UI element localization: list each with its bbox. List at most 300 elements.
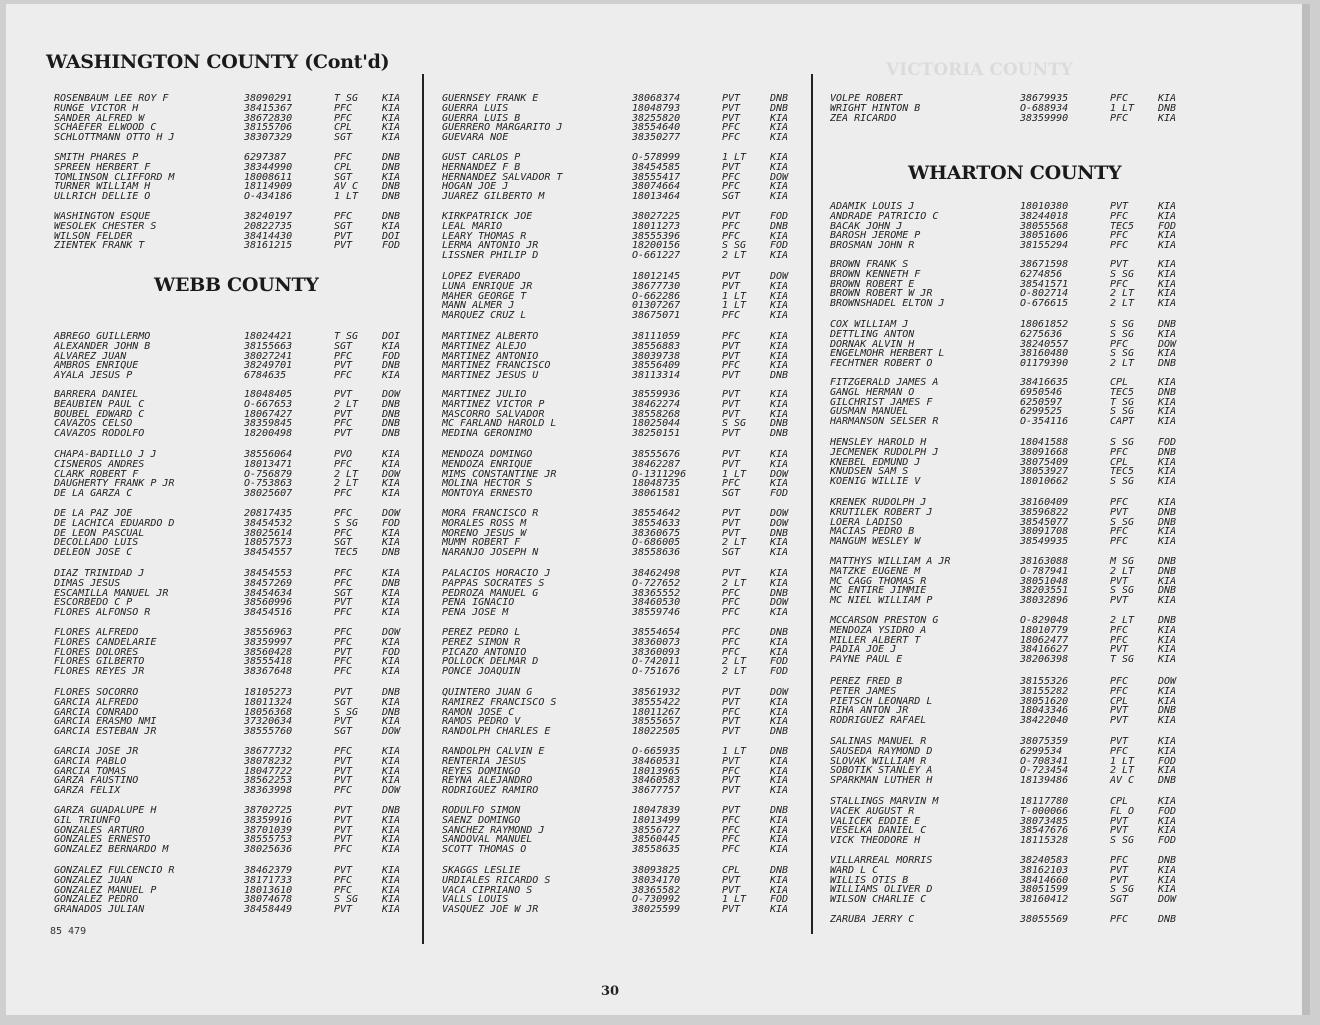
status-code: KIA	[770, 112, 789, 124]
status-code: KIA	[1158, 624, 1177, 636]
casualty-name: POLLOCK DELMAR D	[442, 656, 539, 668]
casualty-name: PADIA JOE J	[830, 644, 897, 656]
casualty-name: GANGL HERMAN O	[830, 386, 915, 398]
casualty-name: JUAREZ GILBERTO M	[442, 191, 545, 203]
status-code: KIA	[382, 656, 401, 668]
status-code: KIA	[770, 280, 789, 292]
casualty-name: GUST CARLOS P	[442, 152, 521, 163]
casualty-name: BROSMAN JOHN R	[830, 240, 915, 252]
serial-number: 38462274	[632, 398, 681, 410]
rank: PFC	[334, 874, 353, 886]
status-code: DNB	[382, 687, 401, 698]
casualty-name: GONZALES ERNESTO	[54, 834, 151, 846]
serial-number: 38555676	[632, 449, 681, 460]
status-code: KIA	[770, 765, 789, 777]
serial-number: T-000066	[1020, 805, 1069, 817]
casualty-name: SANDER ALFRED W	[54, 112, 145, 124]
rank: 1 LT	[722, 894, 747, 906]
serial-number: 38360093	[632, 646, 681, 658]
status-code: KIA	[382, 824, 401, 836]
rank: PFC	[1110, 112, 1129, 124]
rank: PFC	[334, 844, 353, 856]
rank: PFC	[334, 656, 353, 668]
serial-number: 38161215	[244, 240, 293, 252]
casualty-name: HOGAN JOE J	[442, 181, 509, 193]
status-code: KIA	[770, 300, 789, 312]
casualty-name: DECOLLADO LUIS	[54, 537, 139, 549]
serial-number: 38250151	[632, 428, 681, 440]
rank: PVT	[722, 904, 741, 916]
serial-number: 6297387	[244, 152, 287, 163]
casualty-name: PEREZ SIMON R	[442, 636, 521, 648]
status-code: DNB	[382, 161, 401, 173]
status-code: KIA	[770, 230, 789, 242]
serial-number: 6950546	[1020, 386, 1063, 398]
casualty-name: PALACIOS HORACIO J	[442, 568, 551, 579]
rank: SGT	[334, 587, 353, 599]
casualty-name: KNUDSEN SAM S	[830, 466, 909, 478]
rank: PVT	[722, 696, 741, 708]
rank: PVT	[722, 884, 741, 896]
casualty-name: ROSENBAUM LEE ROY F	[54, 93, 169, 104]
status-code: KIA	[1158, 298, 1177, 310]
casualty-name: GRANADOS JULIAN	[54, 904, 145, 916]
rank: SGT	[722, 547, 741, 559]
serial-number: 38360073	[632, 636, 681, 648]
status-code: KIA	[1158, 230, 1177, 242]
serial-number: 38414660	[1020, 874, 1069, 886]
rank: PFC	[1110, 210, 1129, 222]
status-code: DNB	[1158, 556, 1177, 567]
status-code: FOD	[382, 646, 401, 658]
status-code: FOD	[382, 240, 401, 252]
status-code: DOW	[770, 687, 789, 698]
rank: 2 LT	[334, 468, 359, 480]
serial-number: 18062477	[1020, 634, 1069, 646]
rank: PVT	[1110, 595, 1129, 607]
serial-number: 38051599	[1020, 884, 1069, 896]
status-code: KIA	[1158, 466, 1177, 478]
rank: PFC	[722, 310, 741, 322]
casualty-name: MATTHYS WILLIAM A JR	[830, 556, 951, 567]
status-code: KIA	[770, 152, 789, 163]
rank: PFC	[334, 568, 353, 579]
casualty-name: VILLARREAL MORRIS	[830, 855, 933, 866]
rank: 2 LT	[1110, 765, 1135, 777]
status-code: DOW	[382, 508, 401, 519]
rank: S SG	[1110, 884, 1135, 896]
rank: PFC	[722, 220, 741, 232]
status-code: KIA	[382, 884, 401, 896]
serial-number: O-742011	[632, 656, 681, 668]
serial-number: 38454557	[244, 547, 293, 559]
casualty-name: VESELKA DANIEL C	[830, 825, 927, 837]
status-code: KIA	[382, 587, 401, 599]
status-code: DNB	[1158, 705, 1177, 717]
serial-number: 38460583	[632, 775, 681, 787]
serial-number: 6275636	[1020, 328, 1063, 340]
rank: PFC	[1110, 93, 1129, 104]
serial-number: 38359916	[244, 814, 293, 826]
casualty-name: WRIGHT HINTON B	[830, 102, 921, 114]
status-code: KIA	[382, 904, 401, 916]
rank: PFC	[722, 331, 741, 342]
status-code: DNB	[382, 408, 401, 420]
casualty-name: MARTINEZ ALBERTO	[442, 331, 539, 342]
serial-number: 38415367	[244, 102, 293, 114]
rank: PVT	[334, 646, 353, 658]
rank: PVT	[334, 865, 353, 876]
casualty-name: ADAMIK LOUIS J	[830, 201, 915, 212]
status-code: FOD	[1158, 805, 1177, 817]
serial-number: 18041588	[1020, 437, 1069, 448]
rank: PFC	[334, 666, 353, 678]
rank: S SG	[334, 706, 359, 718]
serial-number: 18008611	[244, 171, 293, 183]
casualty-name: MC ENTIRE JIMMIE	[830, 585, 927, 597]
rank: PVT	[334, 240, 353, 252]
casualty-name: MARTINEZ ALEJO	[442, 340, 527, 352]
casualty-name: RANDOLPH CHARLES E	[442, 726, 551, 738]
casualty-name: FLORES SOCORRO	[54, 687, 139, 698]
serial-number: 38547676	[1020, 825, 1069, 837]
page-number: 30	[601, 984, 620, 999]
serial-number: 38359845	[244, 418, 293, 430]
rank: 2 LT	[722, 656, 747, 668]
rank: PVT	[1110, 644, 1129, 656]
rank: S SG	[1110, 348, 1135, 360]
status-code: KIA	[770, 449, 789, 460]
rank: SGT	[334, 340, 353, 352]
status-code: DNB	[1158, 446, 1177, 458]
casualty-name: SPARKMAN LUTHER H	[830, 775, 933, 787]
serial-number: 38051620	[1020, 695, 1069, 707]
casualty-name: GUEVARA NOE	[442, 132, 509, 144]
serial-number: 38074664	[632, 181, 681, 193]
status-code: DNB	[770, 102, 789, 114]
casualty-name: ENGELMOHR HERBERT L	[830, 348, 945, 360]
casualty-name: RODRIGUEZ RAMIRO	[442, 785, 539, 797]
casualty-name: GARCIA ESTEBAN JR	[54, 726, 157, 738]
serial-number: 38558268	[632, 408, 681, 420]
rank: PVT	[722, 112, 741, 124]
rank: PFC	[722, 824, 741, 836]
rank: PVT	[334, 834, 353, 846]
rank: PVT	[722, 874, 741, 886]
rank: PVT	[722, 716, 741, 728]
rank: 1 LT	[722, 290, 747, 302]
status-code: DOW	[770, 597, 789, 609]
casualty-name: REYES DOMINGO	[442, 765, 521, 777]
serial-number: 18011324	[244, 696, 293, 708]
rank: PVO	[334, 449, 353, 460]
rank: 1 LT	[1110, 755, 1135, 767]
rank: PVT	[722, 428, 741, 440]
serial-number: 38556064	[244, 449, 293, 460]
rank: TEC5	[1110, 466, 1135, 478]
rank: PFC	[1110, 497, 1129, 508]
casualty-name: MORALES ROSS M	[442, 517, 527, 529]
serial-number: 38561932	[632, 687, 681, 698]
casualty-name: GONZALEZ BERNARDO M	[54, 844, 169, 856]
casualty-name: MARTINEZ JESUS U	[442, 370, 539, 382]
rank: PVT	[722, 568, 741, 579]
serial-number: 38039738	[632, 350, 681, 362]
casualty-name: URDIALES RICARDO S	[442, 874, 551, 886]
status-code: DNB	[770, 746, 789, 757]
casualty-name: RAMIREZ FRANCISCO S	[442, 696, 557, 708]
casualty-name: CISNEROS ANDRES	[54, 458, 145, 470]
serial-number: 38359997	[244, 636, 293, 648]
rank: AV C	[1110, 775, 1135, 787]
rank: CPL	[334, 161, 353, 173]
serial-number: 38113314	[632, 370, 681, 382]
status-code: DOW	[382, 468, 401, 480]
serial-number: 18013471	[244, 458, 293, 470]
casualty-name: DE LA PAZ JOE	[54, 508, 133, 519]
status-code: KIA	[770, 696, 789, 708]
serial-number: 38240197	[244, 211, 293, 222]
column-divider	[422, 74, 424, 944]
casualty-name: LEAL MARIO	[442, 220, 503, 232]
casualty-name: RANDOLPH CALVIN E	[442, 746, 545, 757]
serial-number: 18043346	[1020, 705, 1069, 717]
casualty-name: ALVAREZ JUAN	[54, 350, 127, 362]
rank: PVT	[334, 755, 353, 767]
casualty-name: ZARUBA JERRY C	[830, 914, 915, 925]
casualty-name: BARRERA DANIEL	[54, 389, 139, 400]
status-code: KIA	[1158, 526, 1177, 538]
casualty-name: HENSLEY HAROLD H	[830, 437, 927, 448]
casualty-name: MONTOYA ERNESTO	[442, 488, 533, 500]
status-code: KIA	[1158, 93, 1177, 104]
rank: PVT	[722, 102, 741, 114]
casualty-name: SOBOTIK STANLEY A	[830, 765, 933, 777]
rank: PFC	[722, 627, 741, 638]
serial-number: O-1311296	[632, 468, 687, 480]
status-code: DNB	[770, 587, 789, 599]
casualty-name: RODRIGUEZ RAFAEL	[830, 715, 927, 727]
rank: PFC	[334, 577, 353, 589]
casualty-name: REYNA ALEJANDRO	[442, 775, 533, 787]
casualty-name: VALICEK EDDIE E	[830, 815, 921, 827]
status-code: KIA	[382, 716, 401, 728]
rank: 2 LT	[1110, 565, 1135, 577]
serial-number: 38454585	[632, 161, 681, 173]
casualty-name: LISSNER PHILIP D	[442, 250, 539, 262]
casualty-name: NARANJO JOSEPH N	[442, 547, 539, 559]
status-code: KIA	[770, 360, 789, 372]
status-code: KIA	[1158, 406, 1177, 418]
rank: PVT	[722, 726, 741, 738]
casualty-name: PONCE JOAQUIN	[442, 666, 521, 678]
rank: T SG	[334, 331, 359, 342]
serial-number: 38556727	[632, 824, 681, 836]
casualty-name: PENA JOSE M	[442, 607, 509, 619]
rank: SGT	[1110, 894, 1129, 906]
serial-number: 18010662	[1020, 476, 1069, 488]
rank: T SG	[1110, 396, 1135, 408]
casualty-name: MARTINEZ ANTONIO	[442, 350, 539, 362]
serial-number: 38350277	[632, 132, 681, 144]
rank: PVT	[334, 824, 353, 836]
rank: PVT	[722, 527, 741, 539]
status-code: KIA	[382, 865, 401, 876]
status-code: KIA	[770, 716, 789, 728]
status-code: KIA	[1158, 685, 1177, 697]
casualty-name: AMBROS ENRIQUE	[54, 360, 139, 372]
status-code: KIA	[1158, 765, 1177, 777]
casualty-name: BROWN ROBERT E	[830, 278, 915, 290]
serial-number: O-727652	[632, 577, 681, 589]
casualty-name: SALINAS MANUEL R	[830, 736, 927, 747]
rank: PVT	[334, 716, 353, 728]
rank: 1 LT	[722, 468, 747, 480]
rank: PVT	[722, 350, 741, 362]
serial-number: O-662286	[632, 290, 681, 302]
casualty-name: PEDROZA MANUEL G	[442, 587, 539, 599]
serial-number: 38155663	[244, 340, 293, 352]
rank: CPL	[334, 122, 353, 134]
rank: T SG	[1110, 654, 1135, 666]
status-code: DOW	[382, 627, 401, 638]
serial-number: 18115328	[1020, 835, 1069, 847]
status-code: FOD	[770, 656, 789, 668]
rank: S SG	[1110, 406, 1135, 418]
casualty-name: GARZA FAUSTINO	[54, 775, 139, 787]
serial-number: 38454516	[244, 607, 293, 619]
casualty-name: ULLRICH DELLIE O	[54, 191, 151, 203]
status-code: KIA	[770, 350, 789, 362]
casualty-name: GARCIA ALFREDO	[54, 696, 139, 708]
casualty-name: WILSON FELDER	[54, 230, 133, 242]
status-code: KIA	[1158, 864, 1177, 876]
status-code: KIA	[382, 122, 401, 134]
status-code: KIA	[1158, 396, 1177, 408]
serial-number: O-676615	[1020, 298, 1069, 310]
serial-number: O-730992	[632, 894, 681, 906]
casualty-name: GUERRA LUIS B	[442, 112, 521, 124]
serial-number: 18056368	[244, 706, 293, 718]
rank: PVT	[1110, 201, 1129, 212]
status-code: FOD	[382, 517, 401, 529]
column-3	[822, 4, 1192, 1015]
serial-number: O-787941	[1020, 565, 1069, 577]
rank: 2 LT	[722, 577, 747, 589]
rank: SGT	[722, 488, 741, 500]
serial-number: 38562253	[244, 775, 293, 787]
status-code: KIA	[1158, 634, 1177, 646]
status-code: KIA	[1158, 268, 1177, 280]
casualty-name: RAMON JOSE C	[442, 706, 515, 718]
casualty-name: KNEBEL EDMUND J	[830, 456, 921, 468]
serial-number: 38554633	[632, 517, 681, 529]
status-code: DNB	[382, 181, 401, 193]
casualty-name: SCHAEFER ELWOOD C	[54, 122, 157, 134]
status-code: KIA	[382, 488, 401, 500]
status-code: DNB	[770, 418, 789, 430]
status-code: DNB	[382, 360, 401, 372]
rank: PVT	[722, 211, 741, 222]
casualty-name: SMITH PHARES P	[54, 152, 139, 163]
status-code: FOD	[770, 488, 789, 500]
rank: PVT	[334, 597, 353, 609]
serial-number: 01307267	[632, 300, 681, 312]
status-code: KIA	[382, 93, 401, 104]
casualty-name: MCCARSON PRESTON G	[830, 615, 939, 626]
casualty-name: GIL TRIUNFO	[54, 814, 121, 826]
serial-number: O-434186	[244, 191, 293, 203]
rank: PVT	[1110, 815, 1129, 827]
status-code: KIA	[1158, 328, 1177, 340]
serial-number: 38555422	[632, 696, 681, 708]
serial-number: 38671598	[1020, 259, 1069, 270]
serial-number: 38053927	[1020, 466, 1069, 478]
rank: S SG	[1110, 328, 1135, 340]
rank: PFC	[334, 508, 353, 519]
casualty-name: QUINTERO JUAN G	[442, 687, 533, 698]
casualty-name: MANN ALMER J	[442, 300, 515, 312]
rank: TEC5	[334, 547, 359, 559]
status-code: KIA	[1158, 259, 1177, 270]
casualty-name: MACIAS PEDRO B	[830, 526, 915, 538]
rank: PFC	[722, 181, 741, 193]
status-code: DOW	[770, 508, 789, 519]
rank: PVT	[334, 428, 353, 440]
casualty-name: MARTINEZ VICTOR P	[442, 398, 545, 410]
rank: PFC	[334, 152, 353, 163]
casualty-name: TOMLINSON CLIFFORD M	[54, 171, 175, 183]
status-code: DNB	[770, 220, 789, 232]
casualty-name: WILLIS OTIS B	[830, 874, 909, 886]
rank: PFC	[1110, 526, 1129, 538]
status-code: KIA	[1158, 715, 1177, 727]
casualty-name: MC NIEL WILLIAM P	[830, 595, 933, 607]
status-code: DNB	[382, 706, 401, 718]
serial-number: 38027225	[632, 211, 681, 222]
serial-number: 38672830	[244, 112, 293, 124]
status-code: DNB	[382, 211, 401, 222]
casualty-name: FITZGERALD JAMES A	[830, 377, 939, 388]
casualty-name: GARZA FELIX	[54, 785, 121, 797]
status-code: KIA	[770, 607, 789, 619]
rank: PFC	[334, 112, 353, 124]
casualty-name: ABREGO GUILLERMO	[54, 331, 151, 342]
status-code: KIA	[770, 340, 789, 352]
serial-number: O-688934	[1020, 102, 1069, 114]
status-code: DNB	[770, 805, 789, 816]
rank: PFC	[722, 607, 741, 619]
rank: PVT	[334, 904, 353, 916]
casualty-name: SLOVAK WILLIAM R	[830, 755, 927, 767]
serial-number: 18012145	[632, 271, 681, 282]
serial-number: 38163088	[1020, 556, 1069, 567]
status-code: FOD	[1158, 437, 1177, 448]
casualty-name: WASHINGTON ESQUE	[54, 211, 151, 222]
casualty-name: MEDINA GERONIMO	[442, 428, 533, 440]
rank: SGT	[334, 537, 353, 549]
status-code: DOW	[770, 271, 789, 282]
status-code: DOW	[770, 468, 789, 480]
casualty-name: MIMS CONSTANTINE JR	[442, 468, 557, 480]
casualty-name: PICAZO ANTONIO	[442, 646, 527, 658]
status-code: KIA	[382, 478, 401, 490]
status-code: FOD	[1158, 835, 1177, 847]
casualty-name: STALLINGS MARVIN M	[830, 796, 939, 807]
casualty-name: LOERA LADISO	[830, 516, 903, 528]
county-heading: WASHINGTON COUNTY (Cont'd)	[46, 51, 390, 73]
rank: PFC	[1110, 745, 1129, 757]
